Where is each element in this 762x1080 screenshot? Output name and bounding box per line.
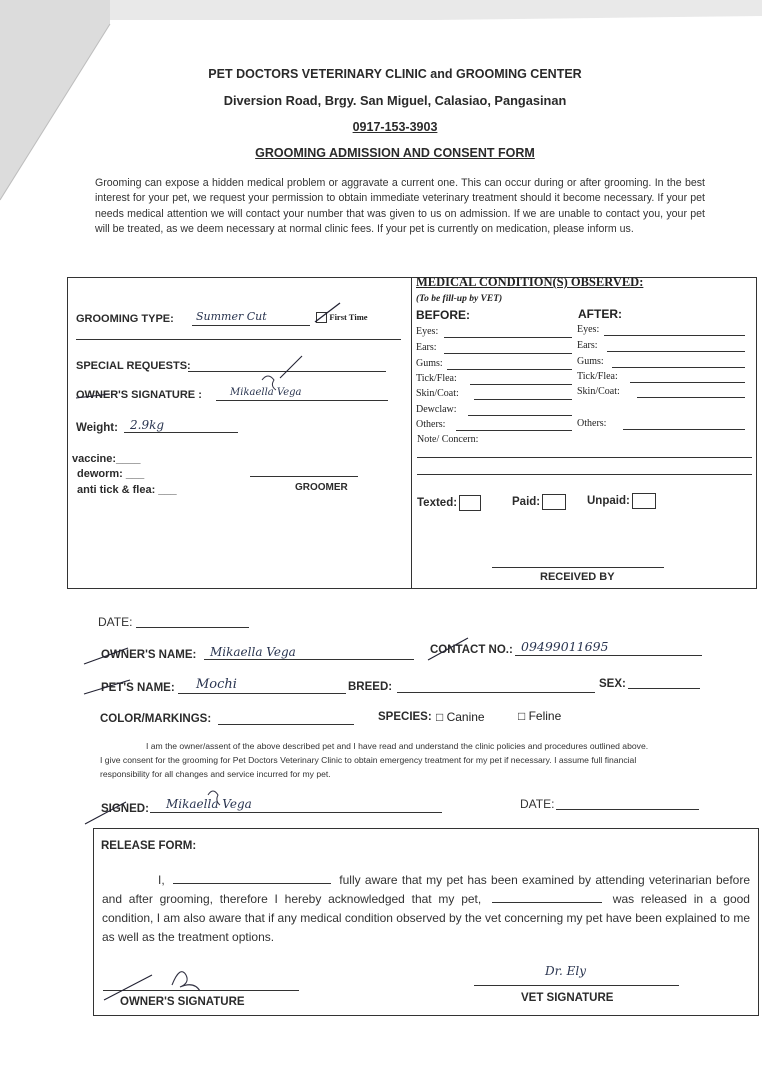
before-field-label: Tick/Flea: [416,373,457,384]
before-field-label: Ears: [416,342,437,353]
owner-name-label: OWNER'S NAME: [101,649,197,661]
owner-signature-value[interactable]: Mikaella Vega [230,387,302,398]
after-field-label: Tick/Flea: [577,371,618,382]
consent-date-label: DATE: [520,797,555,811]
before-field-label: Others: [416,419,446,430]
vet-signature-label: VET SIGNATURE [521,992,614,1004]
feline-option[interactable]: □ Feline [518,709,562,723]
clinic-name: PET DOCTORS VETERINARY CLINIC and GROOMING CENTER [208,67,582,81]
sex-label: SEX: [599,678,626,690]
medical-title: MEDICAL CONDITION(S) OBSERVED: [416,275,644,289]
after-label: AFTER: [578,307,622,321]
contact-label: CONTACT NO.: [430,644,513,656]
weight-label: Weight: [76,422,118,434]
intro-paragraph: Grooming can expose a hidden medical problem or aggravate a current one. This can occur during or after grooming. In the best interest for your pet, we request your permission to obtain immediate veterinary treatment should it become necessary. If your pet needs medical attention we will contact your number that was given to us on admission. If we are unable to contact you, your pet will be treated, as we deem necessary at normal clinic fees. If your pet is currently on medication, please inform us. [95,177,705,235]
before-field-label: Dewclaw: [416,404,457,415]
signed-value[interactable]: Mikaella Vega [166,797,252,811]
date-label: DATE: [98,615,133,629]
vet-signature-value[interactable]: Dr. Ely [545,964,587,978]
groomer-label: GROOMER [295,482,348,493]
special-requests-label: SPECIAL REQUESTS: [76,360,191,372]
pet-name-value[interactable]: Mochi [196,677,237,692]
after-field-label: Eyes: [577,324,600,335]
release-text-a: fully aware that my pet has been examined by attending veterinarian before and after grooming, therefore I hereby acknowledged that my pet, [102,873,750,906]
owner-name-value[interactable]: Mikaella Vega [210,645,296,659]
first-time-label: First Time [329,312,368,322]
note-label: Note/ Concern: [417,434,479,445]
breed-label: BREED: [348,681,393,693]
vaccine-label: vaccine:____ [72,453,141,465]
contact-value[interactable]: 09499011695 [521,639,609,654]
release-owner-signature-label: OWNER'S SIGNATURE [120,996,245,1008]
before-label: BEFORE: [416,308,470,322]
after-field-label: Others: [577,418,607,429]
grooming-type-label: GROOMING TYPE: [76,313,174,325]
release-title: RELEASE FORM: [101,840,197,852]
species-label: SPECIES: [378,711,432,723]
canine-option[interactable]: □ Canine [436,710,485,724]
before-field-label: Eyes: [416,326,439,337]
consent-line-1: I am the owner/assent of the above described pet and I have read and understand the clinic policies and procedures outlined above. [146,741,649,751]
deworm-label: deworm: ___ [77,468,145,480]
received-by-label: RECEIVED BY [540,571,615,583]
after-field-label: Skin/Coat: [577,386,620,397]
clinic-phone: 0917-153-3903 [352,120,438,134]
signed-label: SIGNED: [101,803,149,815]
unpaid-label: Unpaid: [587,495,630,508]
texted-label: Texted: [417,497,458,510]
weight-value[interactable]: 2.9kg [130,418,165,432]
after-field-label: Ears: [577,340,598,351]
form-title: GROOMING ADMISSION AND CONSENT FORM [255,146,535,160]
pet-name-label: PET'S NAME: [101,682,175,694]
release-text-b: was released in a good condition, I am also aware that if any medical condition observed by the vet concerning my pet have been explained to me as well as the treatment options. [102,892,750,944]
grooming-type-value[interactable]: Summer Cut [196,310,267,323]
clinic-address: Diversion Road, Brgy. San Miguel, Calasiao, Pangasinan [223,93,567,108]
anti-tick-label: anti tick & flea: ___ [77,484,177,496]
owner-signature-label: OWNER'S SIGNATURE : [76,389,202,401]
paid-label: Paid: [512,496,541,509]
consent-line-3: responsibility for all changes and service incurred for my pet. [100,769,331,779]
before-field-label: Skin/Coat: [416,388,459,399]
color-markings-label: COLOR/MARKINGS: [100,713,212,725]
release-prefix: I, [158,873,165,887]
before-field-label: Gums: [416,358,443,369]
after-field-label: Gums: [577,356,604,367]
consent-line-2: I give consent for the grooming for Pet Doctors Veterinary Clinic to obtain emergency treatment for my pet if necessary. I assume full financial [100,755,637,765]
medical-subtitle: (To be fill-up by VET) [416,294,503,304]
